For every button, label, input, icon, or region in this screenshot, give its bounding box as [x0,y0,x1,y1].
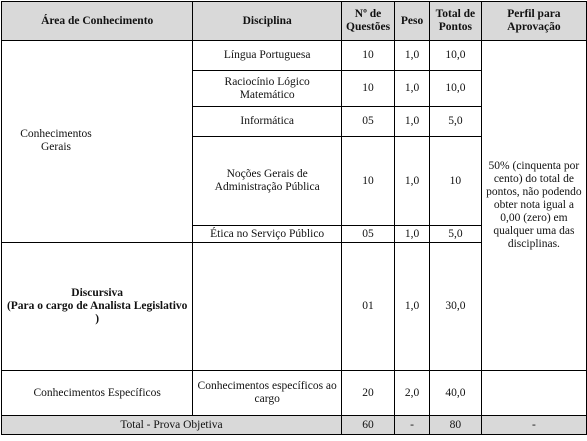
perfil-cell-empty [481,371,586,416]
footer-total: 80 [430,416,482,435]
area-discursiva [2,243,193,371]
table-row [2,371,587,416]
discursiva-subtitle: (Para o cargo de Analista Legislativo ) [6,300,188,325]
peso-cell: 1,0 [395,41,430,71]
footer-row [2,416,587,435]
peso-cell: 1,0 [395,243,430,371]
peso-cell: 1,0 [395,71,430,107]
header-area: Área de Conhecimento [2,2,193,41]
total-cell: 5,0 [430,226,482,243]
total-cell: 5,0 [430,107,482,137]
questoes-cell: 05 [342,107,395,137]
total-cell: 10,0 [430,41,482,71]
perfil-aprovacao: 50% (cinquenta por cento) do total de pontos, não podendo obter nota igual a 0,00 (zero) em qualquer uma das disciplinas. [481,41,586,371]
disciplina-cell: Raciocínio Lógico Matemático [193,71,342,107]
footer-label: Total - Prova Objetiva [2,416,342,435]
table-row [2,41,587,71]
questoes-cell: 20 [342,371,395,416]
disciplina-cell: Informática [193,107,342,137]
discursiva-title: Discursiva [71,287,124,299]
total-cell: 10 [430,137,482,226]
header-row [2,2,587,41]
disciplina-cell: Noções Gerais de Administração Pública [193,137,342,226]
header-disciplina: Disciplina [193,2,342,41]
disciplina-cell: Conhecimentos específicos ao cargo [193,371,342,416]
header-total: Total de Pontos [430,2,482,41]
area-conhecimentos-especificos: Conhecimentos Específicos [2,371,193,416]
questoes-cell: 10 [342,71,395,107]
exam-table [1,1,587,435]
footer-perfil: - [481,416,586,435]
questoes-cell: 05 [342,226,395,243]
disciplina-cell: Língua Portuguesa [193,41,342,71]
area-conhecimentos-gerais [2,41,193,243]
peso-cell: 1,0 [395,137,430,226]
questoes-cell: 10 [342,137,395,226]
peso-cell: 2,0 [395,371,430,416]
peso-cell: 1,0 [395,107,430,137]
total-cell: 10,0 [430,71,482,107]
footer-questoes: 60 [342,416,395,435]
peso-cell: 1,0 [395,226,430,243]
footer-peso: - [395,416,430,435]
header-questoes: Nº de Questões [342,2,395,41]
disciplina-cell [193,243,342,371]
header-perfil: Perfil para Aprovação [481,2,586,41]
area-label: Conhecimentos Gerais [20,127,92,153]
disciplina-cell: Ética no Serviço Público [193,226,342,243]
header-peso: Peso [395,2,430,41]
questoes-cell: 10 [342,41,395,71]
questoes-cell: 01 [342,243,395,371]
total-cell: 30,0 [430,243,482,371]
total-cell: 40,0 [430,371,482,416]
